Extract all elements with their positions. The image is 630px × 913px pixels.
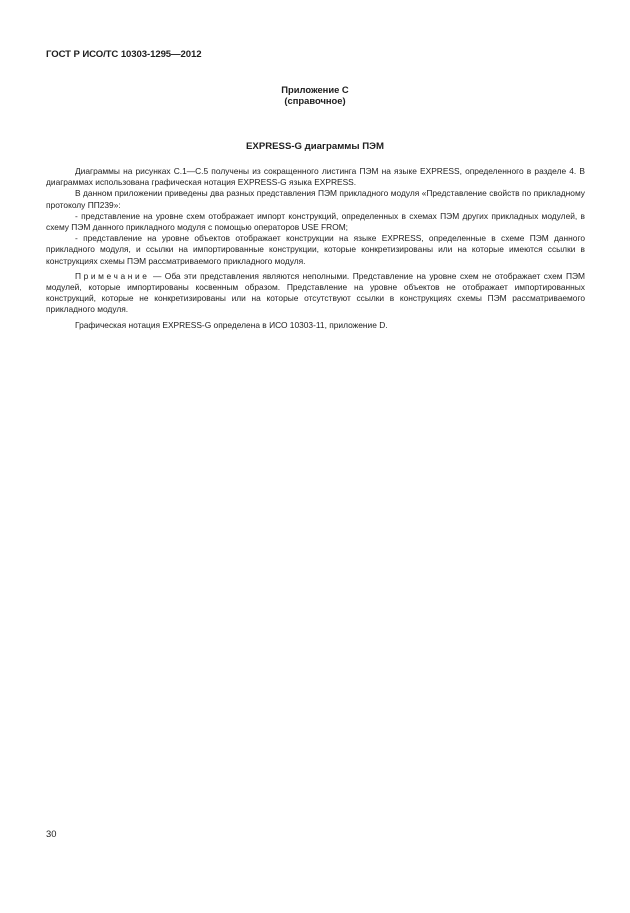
- paragraph-3: - представление на уровне схем отображает импорт конструкций, определенных в схемах ПЭМ других прикладных модулей, в схему ПЭМ данного прикладного модуля с помощью операторов USE FROM;: [46, 210, 585, 233]
- body-text: [46, 166, 585, 331]
- paragraph-4: - представление на уровне объектов отображает конструкции на языке EXPRESS, определенные в схеме ПЭМ данного прикладного модуля, и ссылки на импортированные конструкции, которые конкретизированы или на которые имеются ссылки в конструкциях схемы ПЭМ рассматриваемого прикладного модуля.: [46, 233, 585, 266]
- page-number: 30: [46, 828, 57, 839]
- note-text: — Оба эти представления являются неполными. Представление на уровне схем не отображает схем ПЭМ модулей, которые импортированы косвенным образом. Представление на уровне объектов не отображает импортированных конструкций, которые не конкретизированы или на которые отсутствуют ссылки в конструкциях схемы ПЭМ рассматриваемого прикладного модуля.: [46, 270, 585, 315]
- annex-subtitle: (справочное): [284, 95, 346, 106]
- paragraph-1: Диаграммы на рисунках С.1—С.5 получены из сокращенного листинга ПЭМ на языке EXPRESS, определенного в разделе 4. В диаграммах использована графическая нотация EXPRESS-G языка EXPRESS.: [46, 166, 585, 188]
- note-paragraph: [46, 271, 585, 316]
- note-label: Примечание: [75, 270, 150, 281]
- paragraph-5: Графическая нотация EXPRESS-G определена в ИСО 10303-11, приложение D.: [75, 319, 388, 330]
- annex-title: Приложение С: [281, 84, 349, 95]
- document-header: ГОСТ Р ИСО/ТС 10303-1295—2012: [46, 49, 202, 60]
- section-title: EXPRESS-G диаграммы ПЭМ: [246, 141, 384, 152]
- paragraph-2: В данном приложении приведены два разных представления ПЭМ прикладного модуля «Представление свойств по прикладному протоколу ПП239»:: [46, 188, 585, 210]
